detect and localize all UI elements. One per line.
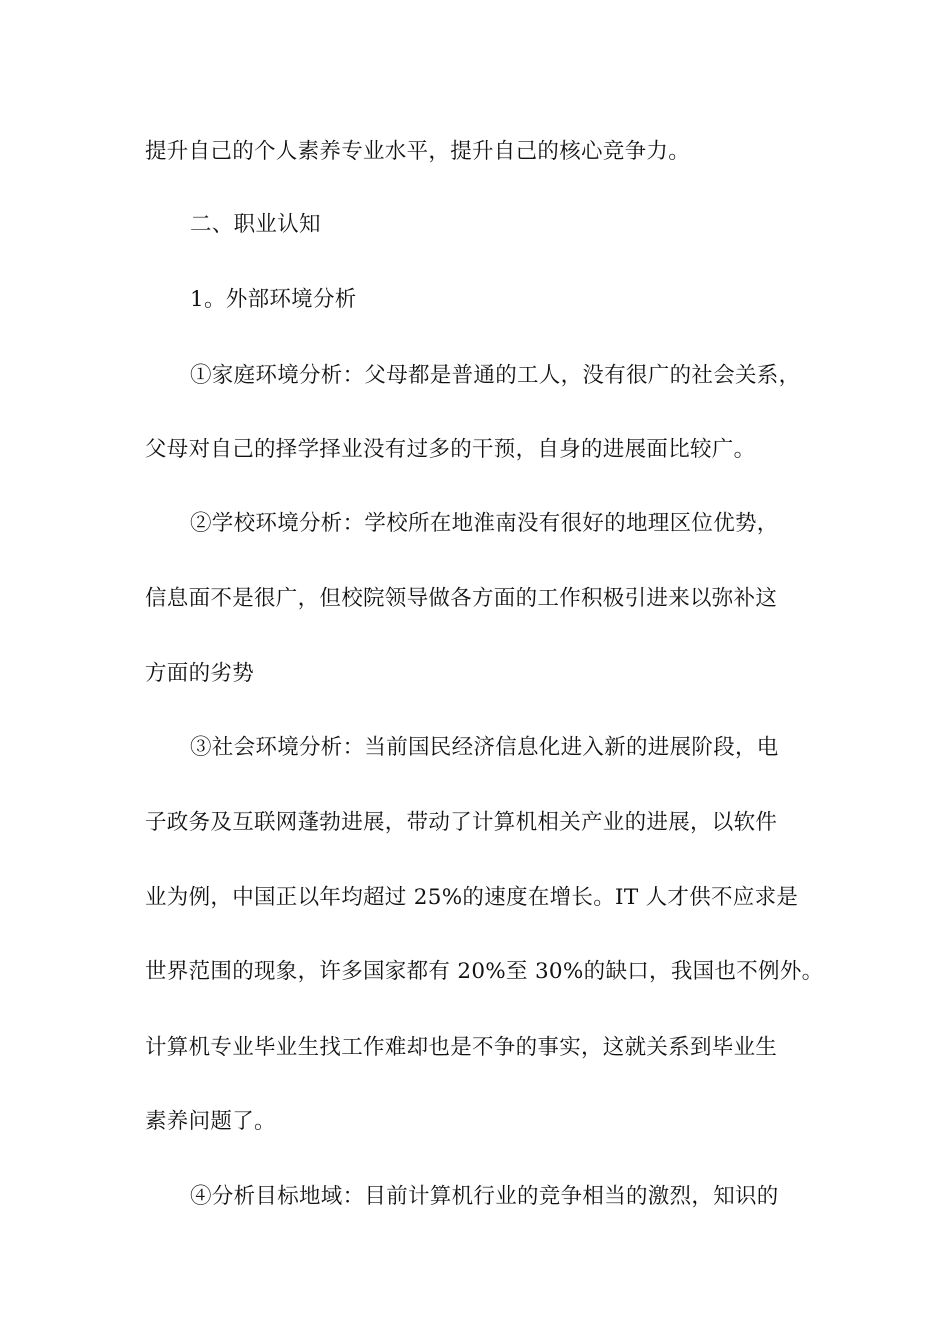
paragraph-line: ③社会环境分析：当前国民经济信息化进入新的进展阶段，电: [190, 735, 779, 760]
paragraph-line: 素养问题了。: [145, 1109, 276, 1134]
paragraph-line: ①家庭环境分析：父母都是普通的工人，没有很广的社会关系，: [190, 363, 801, 388]
paragraph-line: 提升自己的个人素养专业水平，提升自己的核心竞争力。: [145, 139, 691, 164]
paragraph-line: 信息面不是很广，但校院领导做各方面的工作积极引进来以弥补这: [145, 586, 778, 611]
subsection-heading: 1。外部环境分析: [190, 287, 357, 312]
paragraph-line: 父母对自己的择学择业没有过多的干预，自身的进展面比较广。: [145, 437, 756, 462]
paragraph-line: 方面的劣势: [145, 661, 255, 686]
paragraph-line: 世界范围的现象，许多国家都有 20%至 30%的缺口，我国也不例外。: [145, 959, 824, 984]
paragraph-line: 计算机专业毕业生找工作难却也是不争的事实，这就关系到毕业生: [145, 1035, 778, 1060]
paragraph-line: ②学校环境分析：学校所在地淮南没有很好的地理区位优势，: [190, 511, 779, 536]
section-heading: 二、职业认知: [190, 212, 321, 237]
paragraph-line: 子政务及互联网蓬勃进展，带动了计算机相关产业的进展，以软件: [145, 810, 778, 835]
paragraph-line: ④分析目标地域：目前计算机行业的竞争相当的激烈，知识的: [190, 1184, 779, 1209]
paragraph-line: 业为例，中国正以年均超过 25%的速度在增长。IT 人才供不应求是: [145, 885, 799, 910]
